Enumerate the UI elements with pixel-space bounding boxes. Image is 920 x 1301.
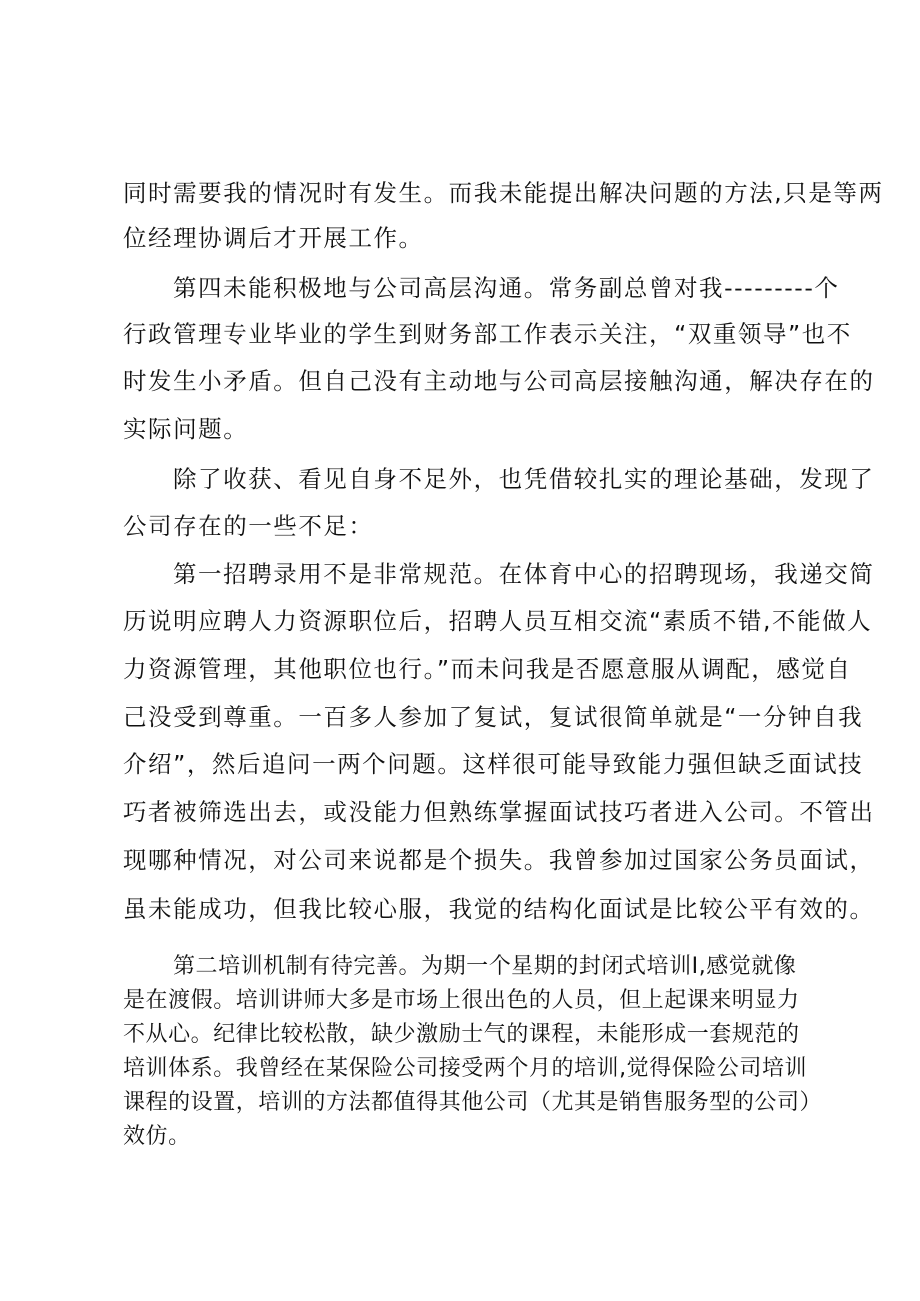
paragraph-5-line-3: 不从心。纪律比较松散，缺少激励士气的课程，未能形成一套规范的 bbox=[123, 1022, 800, 1047]
paragraph-5-line-6: 效仿。 bbox=[123, 1124, 191, 1149]
paragraph-2-line-2: 行政管理专业毕业的学生到财务部工作表示关注，“双重领导”也不 bbox=[123, 320, 852, 348]
paragraph-1-line-1: 同时需要我的情况时有发生。而我未能提出解决问题的方法,只是等两 bbox=[123, 179, 884, 207]
paragraph-5-line-1: 第二培训机制有待完善。为期一个星期的封闭式培训Ⅰ,感觉就像 bbox=[173, 954, 797, 979]
paragraph-4-line-6: 巧者被筛选出去，或没能力但熟练掌握面试技巧者进入公司。不管出 bbox=[123, 798, 875, 826]
paragraph-1-line-2: 位经理协调后才开展工作。 bbox=[123, 224, 424, 252]
paragraph-5-line-5: 课程的设置，培训的方法都值得其他公司（尤其是销售服务型的公司） bbox=[123, 1090, 823, 1115]
paragraph-4-line-7: 现哪种情况，对公司来说都是个损失。我曾参加过国家公务员面试， bbox=[123, 846, 875, 874]
paragraph-4-line-4: 己没受到尊重。一百多人参加了复试，复试很简单就是“一分钟自我 bbox=[123, 703, 864, 731]
paragraph-2-line-1: 第四未能积极地与公司高层沟通。常务副总曾对我---------个 bbox=[173, 274, 840, 302]
paragraph-5-line-2: 是在渡假。培训讲师大多是市场上很出色的人员，但上起课来明显力 bbox=[123, 988, 800, 1013]
paragraph-4-line-8: 虽未能成功，但我比较心服，我觉的结构化面试是比较公平有效的。 bbox=[123, 895, 875, 923]
paragraph-3-line-1: 除了收获、看见自身不足外，也凭借较扎实的理论基础，发现了 bbox=[173, 465, 875, 493]
paragraph-2-line-4: 实际问题。 bbox=[123, 415, 249, 443]
paragraph-4-line-3: 力资源管理，其他职位也行。”而未问我是否愿意服从调配，感觉自 bbox=[123, 655, 852, 683]
paragraph-3-line-2: 公司存在的一些不足： bbox=[123, 512, 374, 540]
paragraph-4-line-1: 第一招聘录用不是非常规范。在体育中心的招聘现场，我递交简 bbox=[173, 560, 875, 588]
paragraph-4-line-5: 介绍”，然后追问一两个问题。这样很可能导致能力强但缺乏面试技 bbox=[123, 750, 864, 778]
paragraph-5-line-4: 培训体系。我曾经在某保险公司接受两个月的培训,觉得保险公司培训 bbox=[123, 1056, 808, 1081]
paragraph-2-line-3: 时发生小矛盾。但自己没有主动地与公司高层接触沟通，解决存在的 bbox=[123, 367, 875, 395]
paragraph-4-line-2: 历说明应聘人力资源职位后，招聘人员互相交流“素质不错,不能做人 bbox=[123, 607, 873, 635]
